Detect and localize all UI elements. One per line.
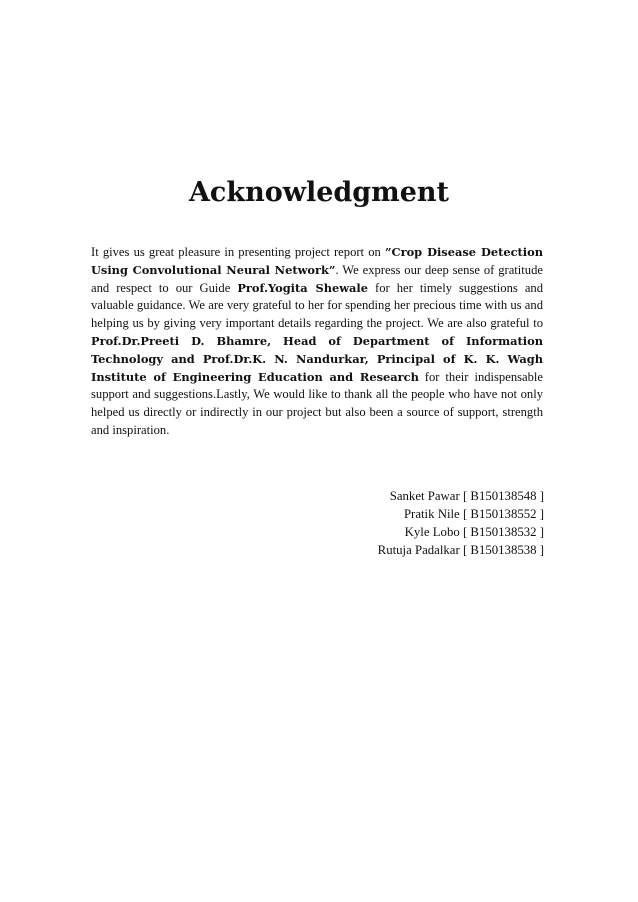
paragraph-text: for their indispensable support and suggestions.Lastly, We would like to thank all the people who have not only helped us directly or indirectly in our project but also been a source of support, strength and inspiration. xyxy=(91,369,543,437)
author-name: Sanket Pawar xyxy=(389,489,460,503)
page-title: Acknowledgment xyxy=(188,177,450,208)
author-name: Pratik Nile xyxy=(403,507,460,521)
author-id: [ B150138538 ] xyxy=(462,543,544,557)
author-name: Kyle Lobo xyxy=(404,525,460,539)
guide-name: Prof.Yogita Shewale xyxy=(237,280,368,295)
paragraph-text: for her timely suggestions and valuable guidance. We are very grateful to her for spending her precious time with us and helping us by giving very important details regarding the project. We are also grateful to xyxy=(91,280,543,331)
author-name: Rutuja Padalkar xyxy=(377,543,460,557)
author-id: [ B150138532 ] xyxy=(462,525,544,539)
acknowledgment-paragraph xyxy=(91,244,543,440)
author-line xyxy=(300,541,544,559)
author-line xyxy=(300,505,544,523)
paragraph-text: It gives us great pleasure in presenting project report on xyxy=(91,245,385,259)
author-id: [ B150138548 ] xyxy=(462,489,544,503)
author-id: [ B150138552 ] xyxy=(462,507,544,521)
paragraph-text: . We express our deep sense of gratitude and respect to our Guide xyxy=(91,262,543,295)
author-line xyxy=(300,487,544,505)
hod-principal-names: Prof.Dr.Preeti D. Bhamre, Head of Department of Information Technology and Prof.Dr.K. N. Nandurkar, Principal of K. K. Wagh Institute of Engineering Education and Research xyxy=(91,333,543,384)
author-line xyxy=(300,523,544,541)
project-title: ”Crop Disease Detection Using Convolutional Neural Network” xyxy=(91,245,544,277)
author-signatures xyxy=(300,487,544,559)
